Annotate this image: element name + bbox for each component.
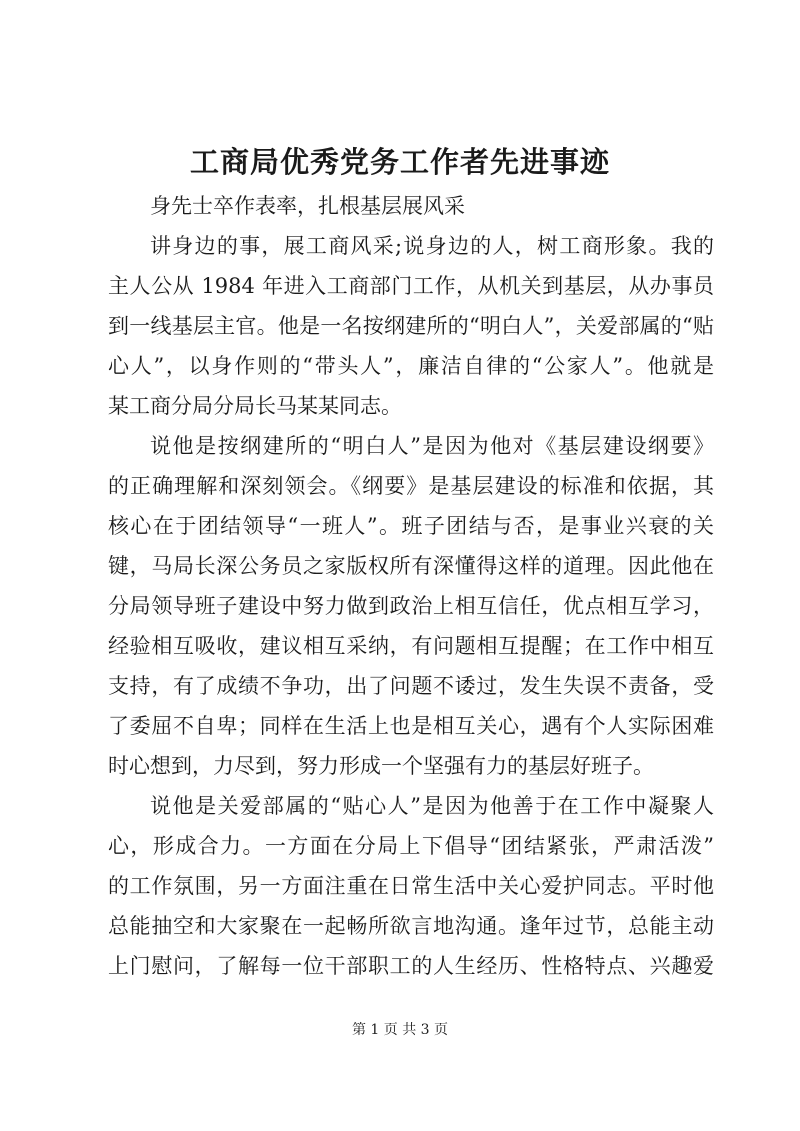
document-title: 工商局优秀党务工作者先进事迹 bbox=[189, 145, 610, 179]
paragraph-1-line-1: 讲身边的事，展工商风采;说身边的人，树工商形象。我的 bbox=[150, 234, 714, 258]
paragraph-3-line-4: 总能抽空和大家聚在一起畅所欲言地沟通。逢年过节，总能主动 bbox=[108, 914, 714, 938]
paragraph-1-line-2: 主人公从 1984 年进入工商部门工作，从机关到基层，从办事员 bbox=[108, 274, 714, 298]
paragraph-2-line-4: 键，马局长深公务员之家版权所有深懂得这样的道理。因此他在 bbox=[108, 554, 714, 578]
paragraph-2-line-2: 的正确理解和深刻领会。《纲要》是基层建设的标准和依据，其 bbox=[108, 474, 714, 498]
subtitle-line: 身先士卒作表率，扎根基层展风采 bbox=[150, 194, 465, 218]
paragraph-3-line-3: 的工作氛围，另一方面注重在日常生活中关心爱护同志。平时他 bbox=[108, 874, 714, 898]
paragraph-2-line-6: 经验相互吸收，建议相互采纳，有问题相互提醒；在工作中相互 bbox=[108, 634, 714, 658]
paragraph-2-line-9: 时心想到，力尽到，努力形成一个坚强有力的基层好班子。 bbox=[108, 754, 654, 778]
document-body bbox=[108, 186, 714, 986]
paragraph-2-line-8: 了委屈不自卑；同样在生活上也是相互关心，遇有个人实际困难 bbox=[108, 714, 714, 738]
paragraph-1-line-3: 到一线基层主官。他是一名按纲建所的“明白人”，关爱部属的“贴 bbox=[108, 314, 714, 338]
paragraph-2-line-3: 核心在于团结领导“一班人”。班子团结与否，是事业兴衰的关 bbox=[108, 514, 714, 538]
paragraph-3-line-5: 上门慰问，了解每一位干部职工的人生经历、性格特点、兴趣爱 bbox=[108, 954, 714, 978]
paragraph-1-line-5: 某工商分局分局长马某某同志。 bbox=[108, 394, 402, 418]
paragraph-3-line-1: 说他是关爱部属的“贴心人”是因为他善于在工作中凝聚人 bbox=[150, 794, 714, 818]
paragraph-2-line-7: 支持，有了成绩不争功，出了问题不诿过，发生失误不责备，受 bbox=[108, 674, 714, 698]
page-number-footer: 第 1 页 共 3 页 bbox=[351, 1022, 449, 1038]
paragraph-3-line-2: 心，形成合力。一方面在分局上下倡导“团结紧张，严肃活泼” bbox=[108, 834, 714, 858]
paragraph-2-line-1: 说他是按纲建所的“明白人”是因为他对《基层建设纲要》 bbox=[150, 434, 714, 458]
paragraph-1-line-4: 心人”，以身作则的“带头人”，廉洁自律的“公家人”。他就是 bbox=[108, 354, 714, 378]
paragraph-2-line-5: 分局领导班子建设中努力做到政治上相互信任，优点相互学习， bbox=[108, 594, 714, 618]
